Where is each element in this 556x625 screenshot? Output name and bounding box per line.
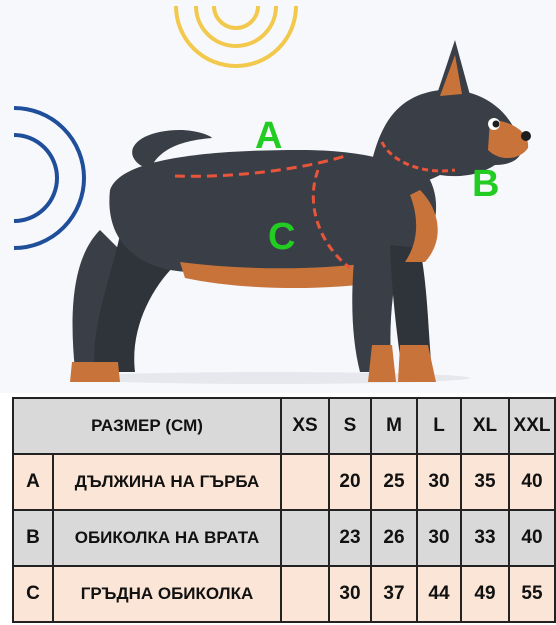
marker-a: A: [255, 115, 283, 157]
cell-xs: [281, 454, 329, 510]
row-letter: A: [13, 454, 53, 510]
row-name: ОБИКОЛКА НА ВРАТА: [53, 510, 281, 566]
blue-arcs-decoration: [14, 108, 84, 248]
cell-m: 26: [371, 510, 417, 566]
header-size-m: M: [371, 398, 417, 454]
header-size-l: L: [417, 398, 461, 454]
dog-eye-pupil: [493, 121, 500, 128]
dog-nose: [521, 131, 531, 141]
dog-front-paw-near: [398, 345, 436, 382]
cell-xl: 49: [461, 566, 509, 622]
cell-l: 44: [417, 566, 461, 622]
table-row-neck-girth: [13, 510, 555, 566]
cell-s: 23: [329, 510, 371, 566]
yellow-arcs-decoration: [176, 6, 296, 66]
header-size-s: S: [329, 398, 371, 454]
size-table: [12, 397, 556, 623]
marker-b: B: [472, 163, 500, 205]
cell-xxl: 55: [509, 566, 555, 622]
header-size-label: РАЗМЕР (СМ): [13, 398, 281, 454]
cell-s: 30: [329, 566, 371, 622]
dog-front-paw-far: [368, 345, 396, 382]
cell-m: 37: [371, 566, 417, 622]
cell-xs: [281, 566, 329, 622]
cell-xxl: 40: [509, 454, 555, 510]
dog-back-paw: [70, 362, 120, 382]
header-size-xs: XS: [281, 398, 329, 454]
row-letter: C: [13, 566, 53, 622]
row-name: ДЪЛЖИНА НА ГЪРБА: [53, 454, 281, 510]
cell-xl: 33: [461, 510, 509, 566]
table-row-chest-girth: [13, 566, 555, 622]
size-table-header: [13, 398, 555, 454]
table-row-back-length: [13, 454, 555, 510]
header-size-xl: XL: [461, 398, 509, 454]
cell-xxl: 40: [509, 510, 555, 566]
cell-l: 30: [417, 510, 461, 566]
cell-xl: 35: [461, 454, 509, 510]
cell-xs: [281, 510, 329, 566]
row-letter: B: [13, 510, 53, 566]
cell-l: 30: [417, 454, 461, 510]
cell-s: 20: [329, 454, 371, 510]
header-size-xxl: XXL: [509, 398, 555, 454]
marker-c: C: [268, 216, 296, 258]
cell-m: 25: [371, 454, 417, 510]
row-name: ГРЪДНА ОБИКОЛКА: [53, 566, 281, 622]
